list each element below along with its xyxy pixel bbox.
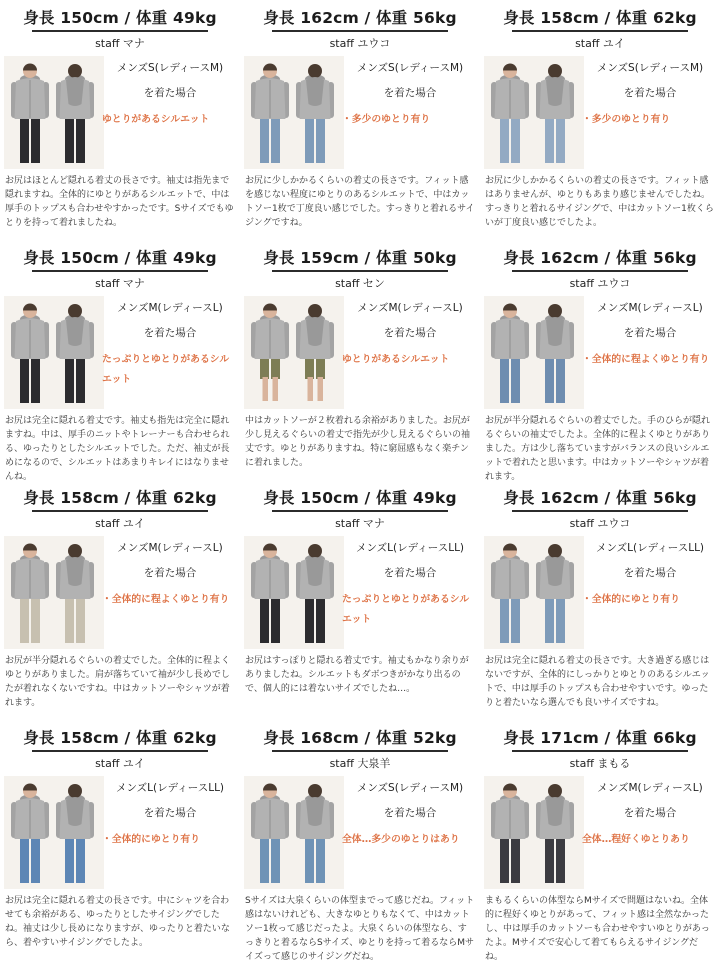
wear-case-label: を着た場合 [143,87,197,99]
wear-case-label: を着た場合 [143,807,197,819]
fit-description: お尻は完全に隠れる着丈です。袖丈も指先は完全に隠れますね。中は、厚手のニットやトレーナーも合わせられる、ゆったりとしたシルエットでした。ただ、袖丈が長めになるので、シルエットはあまりキレイにはなりませんね。 [5,416,230,480]
heading-divider [512,510,688,512]
wear-case-label: を着た場合 [383,87,437,99]
fit-description: お尻はほとんど隠れる着丈の長さです。袖丈は指先まで隠れますね。全体的にゆとりがあるシルエットで、中は厚手のトップスも合わせやすかったです。Sサイズでもゆとりを持って着れましたね。 [5,176,234,228]
size-worn-label: メンズM(レディースL) [597,782,703,794]
height-weight-heading: 身長 162cm / 体重 56kg [263,9,457,27]
fit-comment: ・全体的に程よくゆとり有り [582,354,710,365]
size-info-column [102,780,238,850]
size-info-column [342,780,478,850]
size-worn-label: メンズM(レディースL) [357,302,463,314]
fit-description: お尻は完全に隠れる着丈の長さです。中にシャツを合わせても余裕がある、ゆったりとしたサイジングでしたね。袖丈は少し長めになりますが、ゆったりと着たいなら、着やすいサイジングでしたよ。 [5,896,230,948]
size-info-column [342,300,478,370]
staff-name-label: staff ユウコ [569,277,631,290]
height-weight-heading: 身長 158cm / 体重 62kg [23,489,217,507]
heading-divider [32,30,208,32]
size-info-column [102,540,238,610]
wear-case-label: を着た場合 [143,327,197,339]
wear-case-label: を着た場合 [383,327,437,339]
size-info-column [582,60,718,130]
heading-divider [272,510,448,512]
staff-photo [244,776,344,889]
staff-review-card [0,240,240,480]
size-worn-label: メンズM(レディースL) [117,302,223,314]
staff-review-card [480,720,720,960]
size-worn-label: メンズL(レディースLL) [115,782,225,794]
size-info-column [342,60,478,130]
height-weight-heading: 身長 168cm / 体重 52kg [263,729,457,747]
staff-name-label: staff ユイ [95,757,145,770]
wear-case-label: を着た場合 [623,327,677,339]
wear-case-label: を着た場合 [383,807,437,819]
fit-description: お尻はすっぽりと隠れる着丈です。袖丈もかなり余りがありましたね。シルエットもダボつきがかなり出るので、個人的には着ないサイズでしたね…。 [245,656,469,694]
staff-photo [484,776,584,889]
size-info-column [102,300,238,389]
staff-review-card [0,0,240,240]
size-worn-label: メンズS(レディースM) [596,62,704,74]
size-info-column [342,540,478,629]
heading-divider [272,750,448,752]
fitting-body-row [240,296,480,410]
size-worn-label: メンズM(レディースL) [597,302,703,314]
fit-comment: たっぷりとゆとりがあるシルエット [342,594,470,625]
wear-case-label: を着た場合 [623,567,677,579]
size-info-column [582,540,718,610]
fitting-body-row [480,536,720,650]
staff-name-label: staff ユウコ [569,517,631,530]
fit-description: お尻が半分隠れるぐらいの着丈でした。手のひらが隠れるぐらいの袖丈でしたよ。全体的に程よくゆとりがありました。方は少し落ちていますがバランスの良いシルエットで着れたと思います。中はカットソーやシャツが着れます。 [485,416,711,480]
staff-photo [4,536,104,649]
height-weight-heading: 身長 158cm / 体重 62kg [503,9,697,27]
staff-photo [244,296,344,409]
staff-review-card [240,0,480,240]
staff-review-card [240,480,480,720]
staff-photo [4,776,104,889]
staff-name-label: staff マナ [95,277,145,290]
size-worn-label: メンズS(レディースM) [356,62,464,74]
fit-comment: 全体…程好くゆとりあり [582,834,690,845]
heading-divider [32,510,208,512]
size-worn-label: メンズS(レディースM) [116,62,224,74]
wear-case-label: を着た場合 [143,567,197,579]
staff-photo [484,536,584,649]
fit-comment: ・多少のゆとり有り [342,114,431,125]
staff-review-card [0,720,240,960]
staff-name-label: staff ユイ [575,37,625,50]
fit-comment: ゆとりがあるシルエット [342,354,450,365]
height-weight-heading: 身長 162cm / 体重 56kg [503,249,697,267]
fit-comment: たっぷりとゆとりがあるシルエット [102,354,230,385]
size-info-column [582,780,718,850]
height-weight-heading: 身長 162cm / 体重 56kg [503,489,697,507]
height-weight-heading: 身長 158cm / 体重 62kg [23,729,217,747]
staff-name-label: staff ユウコ [329,37,391,50]
fit-description: 中はカットソーが２枚着れる余裕がありました。お尻が少し見えるぐらいの着丈で指先が少し見えるぐらいの袖丈です。ゆとりがありますね。特に窮屈感もなく楽チンに着れました。 [245,416,471,468]
height-weight-heading: 身長 150cm / 体重 49kg [23,9,217,27]
fit-description: お尻に少しかかるくらいの着丈の長さです。フィット感はありませんが、ゆとりもあまり感じませんでしたね。すっきりと着れるサイジングで、中はカットソー1枚くらいが丁度良い感じでしたよ。 [485,176,714,228]
fitting-body-row [480,296,720,410]
height-weight-heading: 身長 150cm / 体重 49kg [263,489,457,507]
fit-comment: ・全体的に程よくゆとり有り [102,594,230,605]
staff-review-card [240,720,480,960]
staff-name-label: staff ユイ [95,517,145,530]
size-worn-label: メンズL(レディースLL) [595,542,705,554]
staff-name-label: staff マナ [95,37,145,50]
fitting-body-row [0,776,240,890]
fitting-body-row [0,536,240,650]
wear-case-label: を着た場合 [623,807,677,819]
fit-description: お尻に少しかかるくらいの着丈の長さです。フィット感を感じない程度にゆとりのあるシルエットで、中はカットソー1枚で丁度良い感じでした。すっきりと着れるサイジングですね。 [245,176,475,228]
fitting-body-row [240,536,480,650]
staff-name-label: staff 大泉羊 [329,757,391,770]
heading-divider [512,750,688,752]
staff-review-card [0,480,240,720]
size-info-column [582,300,718,370]
staff-name-label: staff セン [335,277,385,290]
fit-description: お尻は完全に隠れる着丈の長さです。大き過ぎる感じはないですが、全体的にしっかりとゆとりのあるシルエットで、中は厚手のトップスも合わせやすいです。ゆったりと着たいなら選んでも良いサイズですね。 [485,656,710,708]
fit-description: まもるくらいの体型ならMサイズで問題はないね。全体的に程好くゆとりがあって、フィット感は全然なかったし、中は厚手のカットソーも合わせやすいゆとりがあったよ。Mサイズで安心して着てもらえるサイジングだね。 [485,896,710,960]
wear-case-label: を着た場合 [623,87,677,99]
staff-photo [484,56,584,169]
fit-comment: ・多少のゆとり有り [582,114,671,125]
fitting-body-row [480,56,720,170]
fitting-body-row [0,56,240,170]
fit-comment: ・全体的にゆとり有り [582,594,680,605]
size-info-column [102,60,238,130]
fitting-body-row [480,776,720,890]
fit-description: お尻が半分隠れるぐらいの着丈でした。全体的に程よくゆとりがありました。肩が落ちていて袖が少し長めでしたが着れなくないですね。中はカットソーやシャツが着れます。 [5,656,231,708]
fit-comment: 全体…多少のゆとりはあり [342,834,460,845]
staff-review-card [480,0,720,240]
heading-divider [272,270,448,272]
size-worn-label: メンズS(レディースM) [356,782,464,794]
fitting-body-row [240,776,480,890]
staff-review-card [240,240,480,480]
staff-photo [244,536,344,649]
staff-name-label: staff まもる [569,757,631,770]
staff-photo [244,56,344,169]
fitting-body-row [240,56,480,170]
staff-review-card [480,480,720,720]
heading-divider [272,30,448,32]
height-weight-heading: 身長 159cm / 体重 50kg [263,249,457,267]
wear-case-label: を着た場合 [383,567,437,579]
size-worn-label: メンズL(レディースLL) [355,542,465,554]
fit-comment: ・全体的にゆとり有り [102,834,200,845]
fit-description: Sサイズは大泉くらいの体型までって感じだね。フィット感はないけれども、大きなゆとりもなくて、中はカットソー1枚って感じだったよ。大泉くらいの体型なら、すっきりと着るならSサイズ、ゆとりを持って着るならMサイズって感じのサイジングだね。 [245,896,475,960]
staff-photo [484,296,584,409]
height-weight-heading: 身長 171cm / 体重 66kg [503,729,697,747]
size-worn-label: メンズM(レディースL) [117,542,223,554]
heading-divider [32,270,208,272]
heading-divider [32,750,208,752]
staff-photo [4,296,104,409]
staff-name-label: staff マナ [335,517,385,530]
staff-photo [4,56,104,169]
height-weight-heading: 身長 150cm / 体重 49kg [23,249,217,267]
staff-review-card [480,240,720,480]
fitting-body-row [0,296,240,410]
heading-divider [512,30,688,32]
fit-comment: ゆとりがあるシルエット [102,114,210,125]
heading-divider [512,270,688,272]
